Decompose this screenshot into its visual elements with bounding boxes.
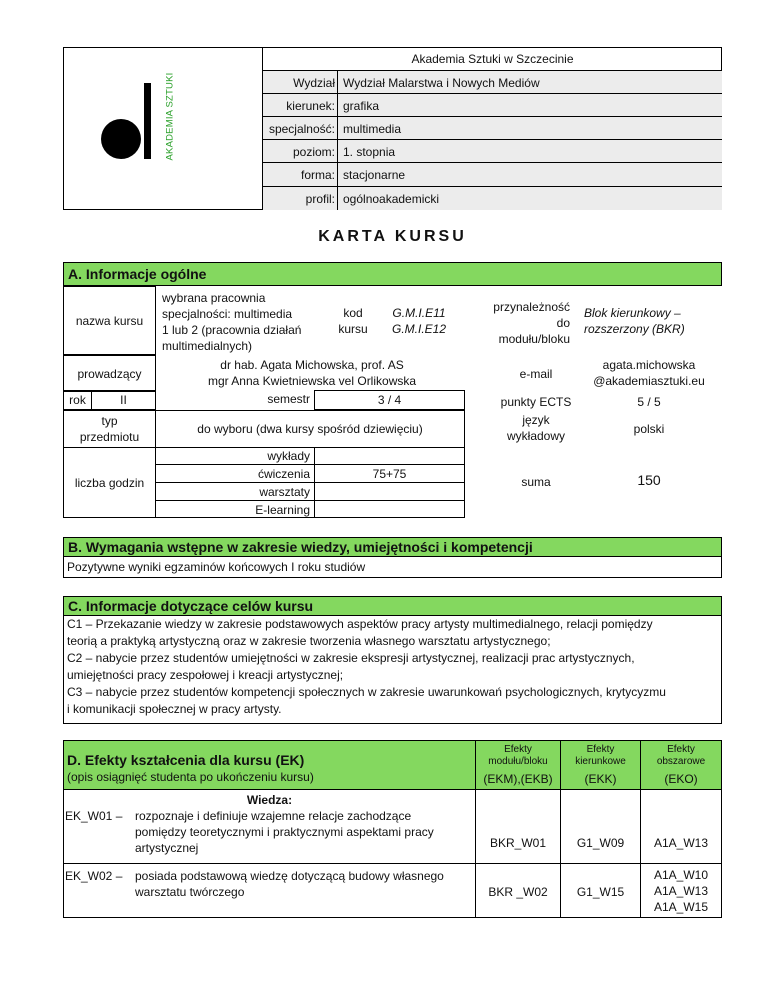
- module-label: przynależność do modułu/bloku: [493, 300, 570, 346]
- section-b-heading: B. Wymagania wstępne w zakresie wiedzy, umiejętności i kompetencji: [63, 537, 722, 557]
- col-field-effects: Efekty kierunkowe (EKK): [560, 740, 641, 790]
- hours-label-cell: liczba godzin: [63, 447, 156, 518]
- lecturers: dr hab. Agata Michowska, prof. AS mgr Anna Kwietniewska vel Orlikowska: [207, 358, 417, 388]
- code-value: G.M.I.E11 G.M.I.E12: [391, 306, 447, 336]
- hours-row-label: wykłady: [267, 449, 310, 463]
- ects-label: punkty ECTS: [500, 395, 572, 409]
- semester-cell: 3 / 4: [314, 390, 465, 410]
- sum-label: suma: [521, 475, 551, 489]
- header-row: Wydział Wydział Malarstwa i Nowych Mediów: [263, 70, 722, 93]
- lecturers-label-cell: prowadzący: [63, 355, 156, 392]
- email-label: e-mail: [519, 367, 553, 381]
- col-module-effects: Efekty modułu/bloku (EKM),(EKB): [475, 740, 561, 790]
- section-b-text: Pozytywne wyniki egzaminów końcowych I roku studiów: [63, 556, 722, 578]
- email-value[interactable]: agata.michowska @akademiasztuki.eu: [593, 358, 705, 388]
- semester-label: semestr: [267, 392, 310, 406]
- table-row: EK_W01 – rozpoznaje i definiuje wzajemne relacje zachodzące pomiędzy teoretycznymi i praktycznymi aspektami pracy artystycznej BKR_W01 G1_W09 A1A_W13: [63, 808, 722, 864]
- header-row: poziom: 1. stopnia: [263, 139, 722, 162]
- header-row: forma: stacjonarne: [263, 162, 722, 186]
- section-d-heading-cell: D. Efekty kształcenia dla kursu (EK) (opis osiągnięć studenta po ukończeniu kursu): [63, 740, 476, 790]
- type-value-cell: do wyboru (dwa kursy spośród dziewięciu): [155, 410, 465, 448]
- lang-label: język wykładowy: [506, 413, 566, 443]
- hours-row-label: warsztaty: [259, 485, 310, 499]
- col-area-effects: Efekty obszarowe (EKO): [640, 740, 722, 790]
- section-c-heading: C. Informacje dotyczące celów kursu: [63, 596, 722, 616]
- section-c-text: C1 – Przekazanie wiedzy w zakresie podstawowych aspektów pracy artysty multimedialnego, relacji pomiędzy teorią a praktyką artystyczną oraz w zakresie tworzenia własnego warsztatu artystycznego; C2 – nabycie przez studentów umiejętności w zakresie ekspresji artystycznej, realizacji prac artystycznych, umiejętności pracy zespołowej i kreacji artystycznej; C3 – nabycie przez studentów kompetencji społecznych w zakresie uwarunkowań psychologicznych, krytycyzmu i komunikacji społecznej w pracy artysty.: [63, 615, 722, 724]
- type-label-cell: typ przedmiotu: [63, 410, 156, 448]
- sum-value: 150: [637, 472, 661, 488]
- course-name: wybrana pracownia specjalności: multimedia 1 lub 2 (pracownia działań multimedialnych): [162, 291, 302, 353]
- hours-exercises-value: 75+75: [372, 467, 407, 481]
- logo-dot-icon: [101, 119, 141, 159]
- header-rows: [263, 70, 722, 210]
- page-title: KARTA KURSU: [318, 228, 467, 245]
- table-row: EK_W02 – posiada podstawową wiedzę dotyczącą budowy własnego warsztatu twórczego BKR _W02 G1_W15 A1A_W10 A1A_W13 A1A_W15: [63, 863, 722, 918]
- hours-row-label: E-learning: [255, 503, 310, 517]
- module-value: Blok kierunkowy – rozszerzony (BKR): [584, 306, 685, 336]
- logo-panel: [63, 47, 263, 210]
- knowledge-label-cell: Wiedza:: [63, 789, 476, 809]
- year-value-cell: II: [91, 390, 156, 410]
- section-a-heading: A. Informacje ogólne: [63, 262, 722, 286]
- header-row: kierunek: grafika: [263, 93, 722, 116]
- year-label-cell: rok: [63, 390, 92, 410]
- ects-value: 5 / 5: [637, 395, 661, 409]
- institution-name: Akademia Sztuki w Szczecinie: [411, 52, 574, 66]
- hours-row-label: ćwiczenia: [257, 467, 310, 481]
- logo-text: AKADEMIA SZTUKI: [164, 72, 176, 161]
- header-row: specjalność: multimedia: [263, 116, 722, 139]
- logo-bar-icon: [144, 83, 151, 159]
- course-name-label-cell: nazwa kursu: [63, 286, 156, 355]
- code-label: kod kursu: [338, 306, 368, 336]
- lang-value: polski: [633, 422, 665, 436]
- header-row: profil: ogólnoakademicki: [263, 186, 722, 210]
